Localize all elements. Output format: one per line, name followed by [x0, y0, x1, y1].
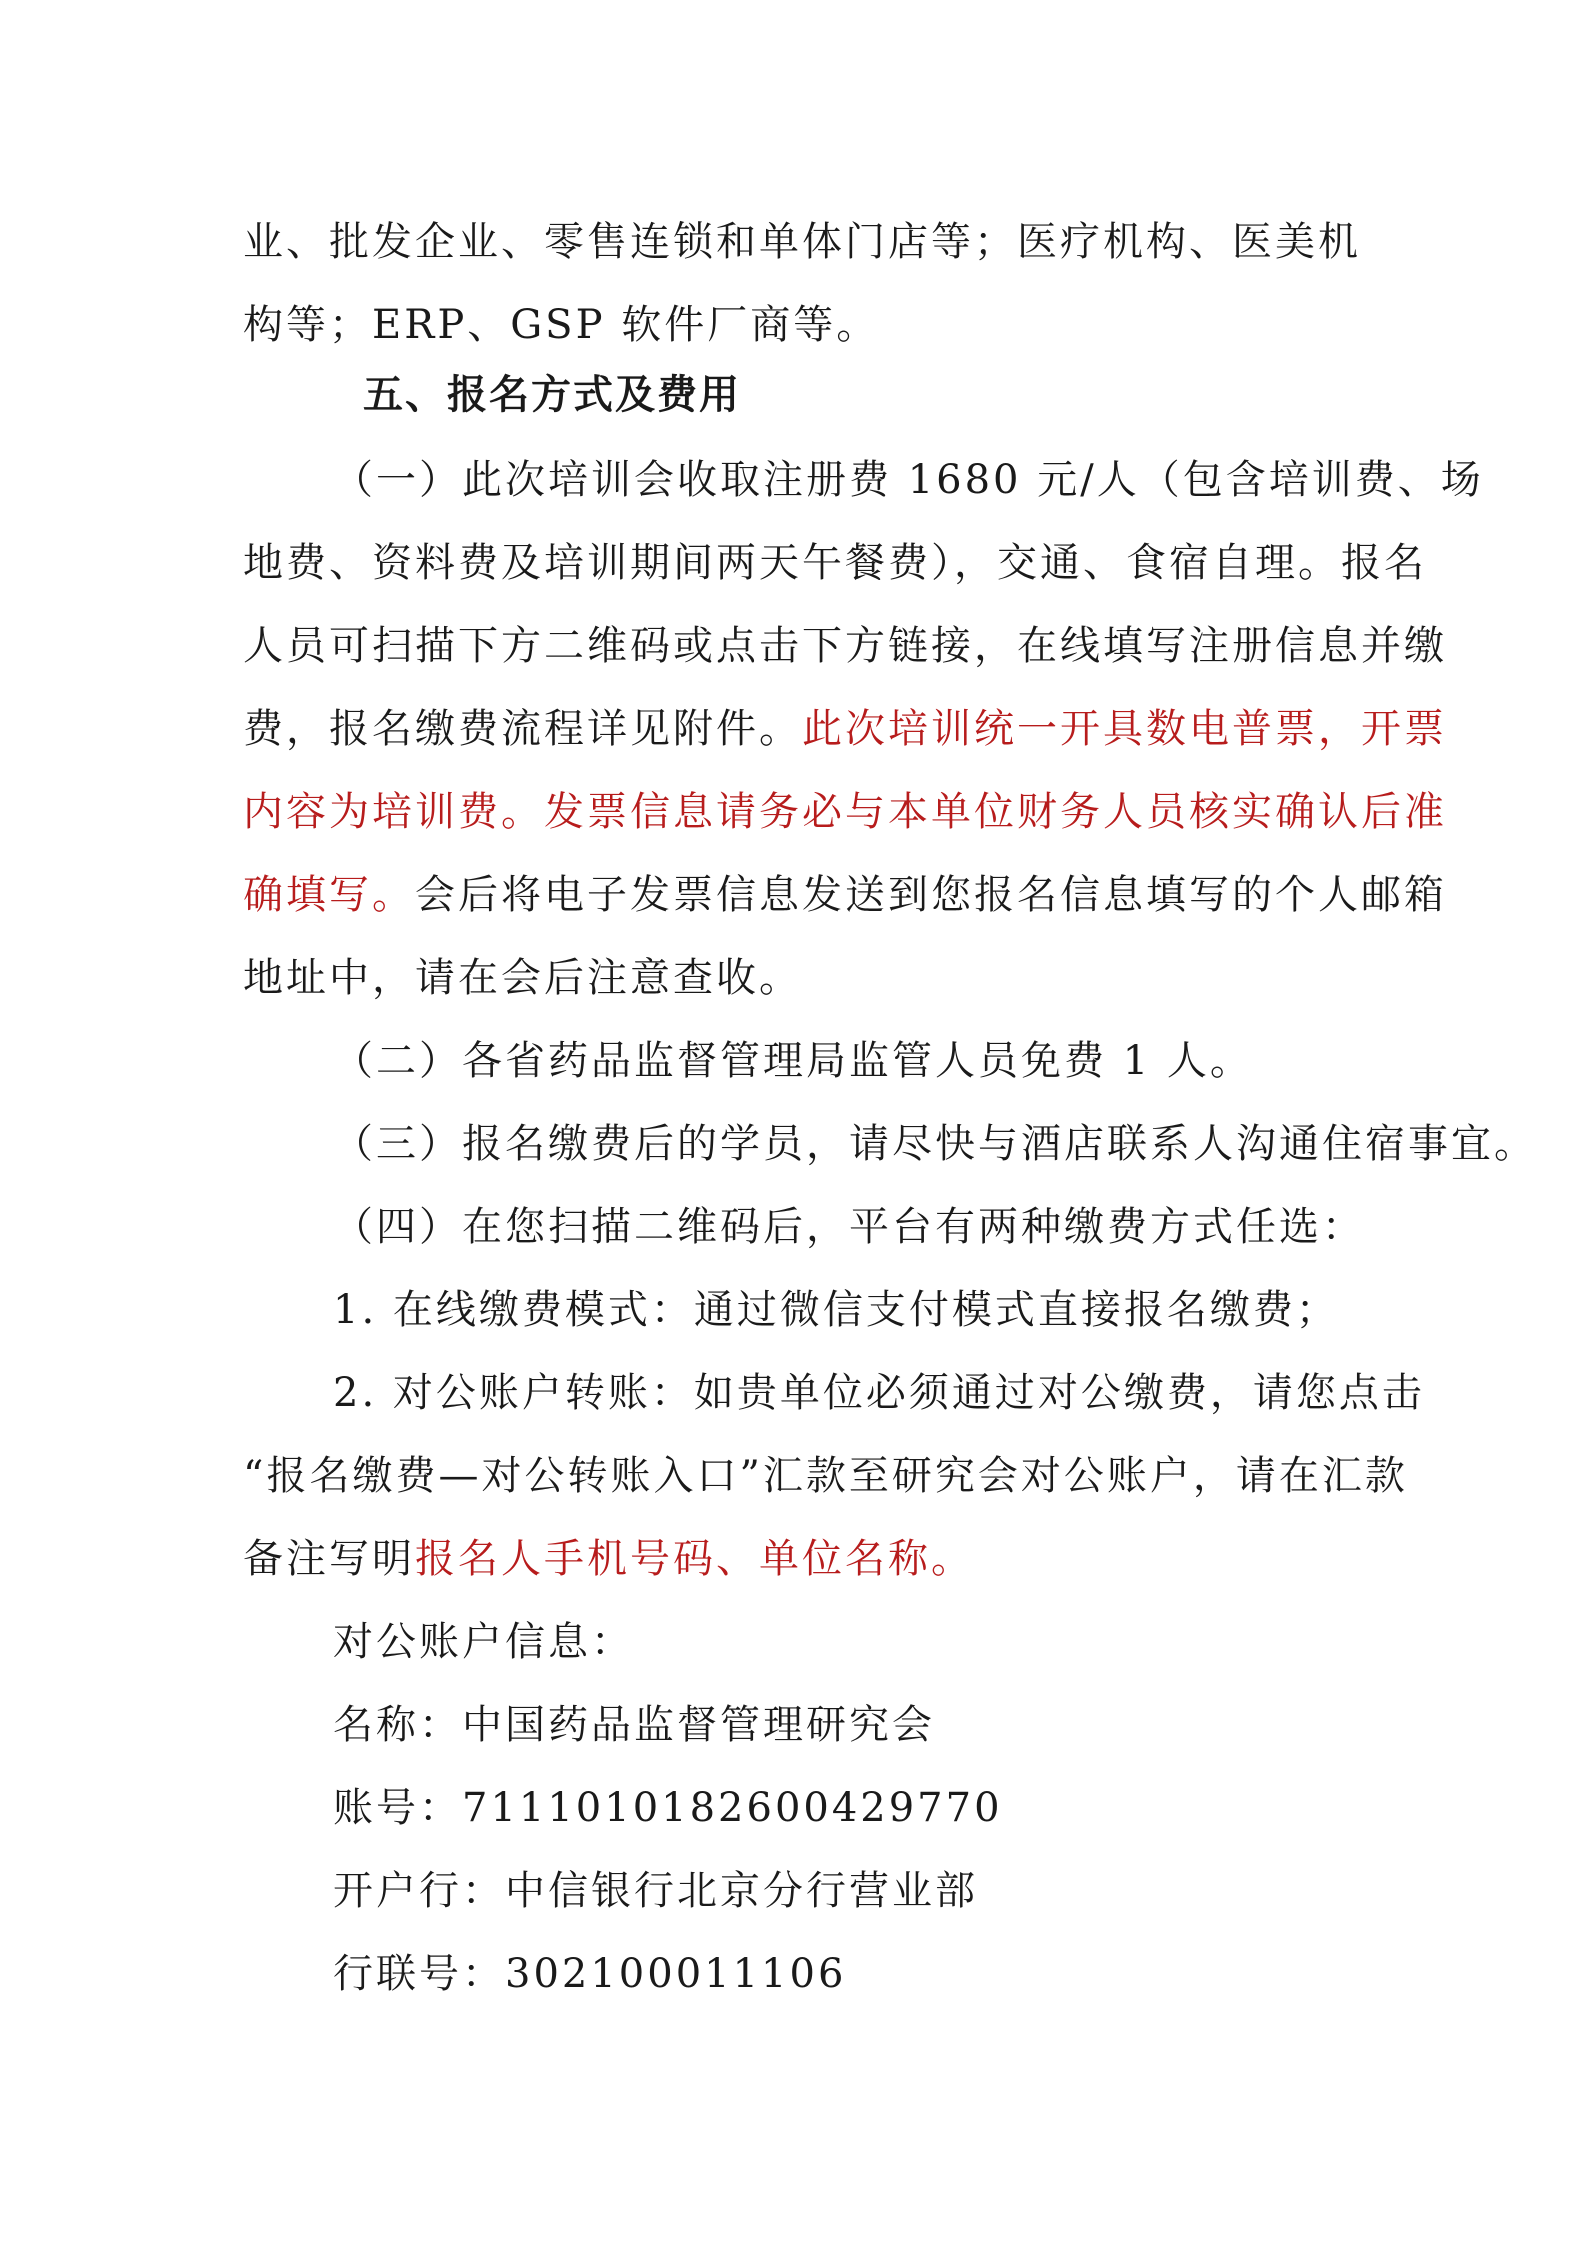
account-bank-code: 行联号：302100011106 [333, 1951, 847, 1997]
continued-line-2: 构等；ERP、GSP 软件厂商等。 [243, 302, 880, 348]
item2-line3-plain: 备注写明 [243, 1536, 415, 1582]
item2-line2: “报名缴费—对公转账入口”汇款至研究会对公账户，请在汇款 [243, 1453, 1408, 1499]
para1-line4-plain: 费，报名缴费流程详见附件。 [243, 706, 802, 752]
item2-line1: 2. 对公账户转账：如贵单位必须通过对公缴费，请您点击 [333, 1370, 1425, 1416]
item2-line3 [243, 1534, 974, 1584]
account-number: 账号：7111010182600429770 [333, 1785, 1003, 1831]
para2: （二）各省药品监督管理局监管人员免费 1 人。 [333, 1038, 1253, 1084]
para1-line4-highlight: 此次培训统一开具数电普票，开票 [802, 706, 1447, 752]
continued-line-1: 业、批发企业、零售连锁和单体门店等；医疗机构、医美机 [243, 219, 1361, 265]
para1-line6-plain: 会后将电子发票信息发送到您报名信息填写的个人邮箱 [415, 872, 1447, 918]
account-name: 名称：中国药品监督管理研究会 [333, 1702, 935, 1748]
para3: （三）报名缴费后的学员，请尽快与酒店联系人沟通住宿事宜。 [333, 1121, 1537, 1167]
para1-line4 [243, 704, 1447, 754]
para4: （四）在您扫描二维码后，平台有两种缴费方式任选： [333, 1204, 1365, 1250]
para1-line2: 地费、资料费及培训期间两天午餐费），交通、食宿自理。报名 [243, 540, 1427, 586]
para1-line6-highlight: 确填写。 [243, 872, 415, 918]
para1-line3: 人员可扫描下方二维码或点击下方链接，在线填写注册信息并缴 [243, 623, 1447, 669]
para1-line5-highlight: 内容为培训费。发票信息请务必与本单位财务人员核实确认后准 [243, 789, 1447, 835]
account-title: 对公账户信息： [333, 1619, 634, 1665]
para1-line1: （一）此次培训会收取注册费 1680 元/人（包含培训费、场 [333, 457, 1484, 503]
account-bank: 开户行：中信银行北京分行营业部 [333, 1868, 978, 1914]
para1-line6 [243, 870, 1447, 920]
para1-line7: 地址中，请在会后注意查收。 [243, 955, 802, 1001]
item2-line3-highlight: 报名人手机号码、单位名称。 [415, 1536, 974, 1582]
item1: 1. 在线缴费模式：通过微信支付模式直接报名缴费； [333, 1287, 1339, 1333]
section-heading: 五、报名方式及费用 [363, 372, 741, 418]
